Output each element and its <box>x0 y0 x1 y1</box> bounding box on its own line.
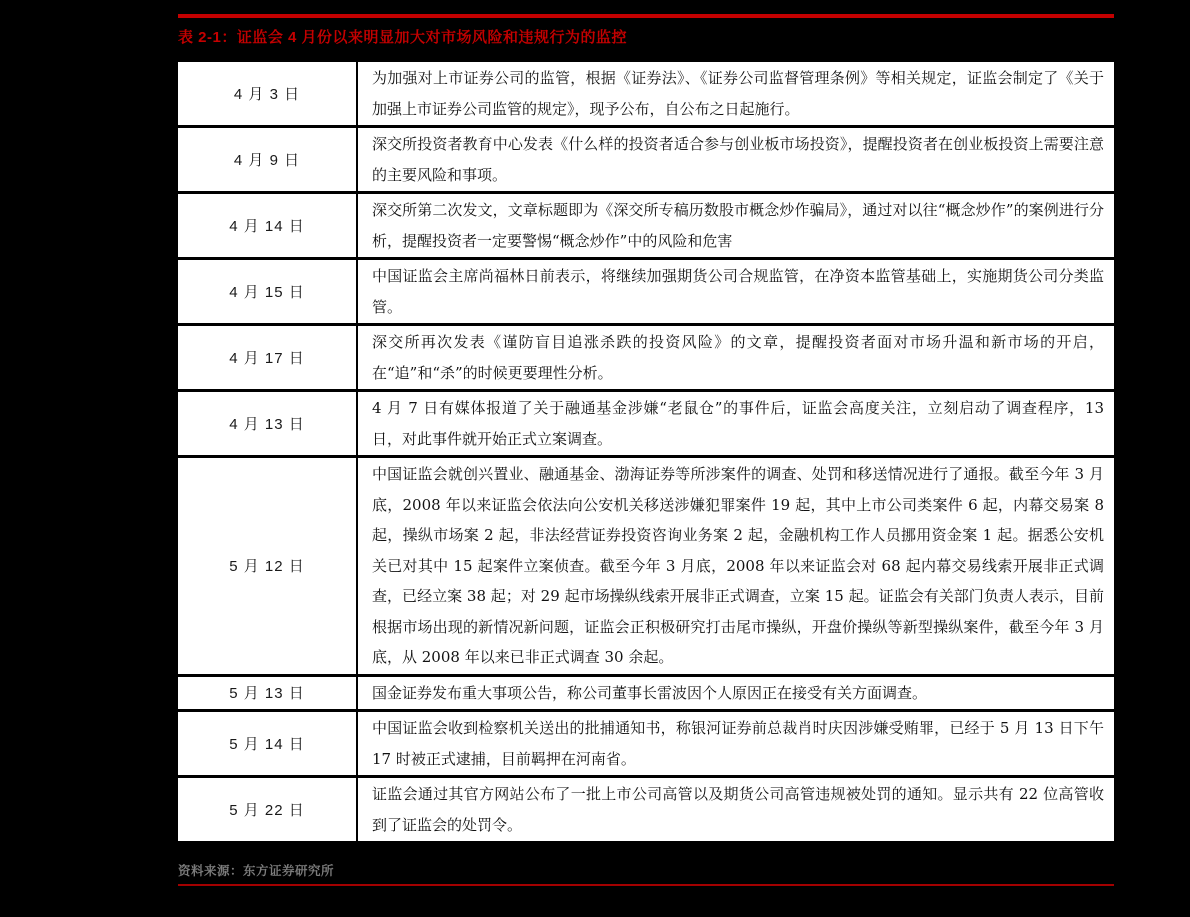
event-text: 证监会通过其官方网站公布了一批上市公司高管以及期货公司高管违规被处罚的通知。显示共有 22 位高管收到了证监会的处罚令。 <box>372 785 1104 834</box>
table-row <box>178 128 1114 191</box>
top-accent-rule <box>178 14 1114 18</box>
event-text: 深交所投资者教育中心发表《什么样的投资者适合参与创业板市场投资》，提醒投资者在创业板投资上需要注意的主要风险和事项。 <box>372 135 1104 184</box>
date-cell: 5 月 13 日 <box>178 677 358 710</box>
table-row <box>178 712 1114 775</box>
date-cell: 4 月 13 日 <box>178 392 358 455</box>
table-row <box>178 62 1114 125</box>
regulation-events-table <box>178 62 1114 844</box>
table-title: 表 2-1：证监会 4 月份以来明显加大对市场风险和违规行为的监控 <box>178 29 628 46</box>
date-cell: 4 月 15 日 <box>178 260 358 323</box>
source-note: 资料来源：东方证券研究所 <box>178 864 335 878</box>
date-cell: 4 月 14 日 <box>178 194 358 257</box>
date-cell: 4 月 9 日 <box>178 128 358 191</box>
table-row <box>178 326 1114 389</box>
table-row <box>178 260 1114 323</box>
table-row <box>178 778 1114 841</box>
table-row <box>178 458 1114 674</box>
event-text: 国金证券发布重大事项公告，称公司董事长雷波因个人原因正在接受有关方面调查。 <box>372 683 928 702</box>
table-block <box>178 0 1114 886</box>
date-cell: 5 月 12 日 <box>178 458 358 674</box>
date-cell: 4 月 3 日 <box>178 62 358 125</box>
table-row <box>178 392 1114 455</box>
event-text: 4 月 7 日有媒体报道了关于融通基金涉嫌“老鼠仓”的事件后，证监会高度关注，立刻启动了调查程序，13 日，对此事件就开始正式立案调查。 <box>372 399 1104 448</box>
table-row <box>178 677 1114 710</box>
date-cell: 4 月 17 日 <box>178 326 358 389</box>
event-text: 中国证监会就创兴置业、融通基金、渤海证券等所涉案件的调查、处罚和移送情况进行了通报。截至今年 3 月底，2008 年以来证监会依法向公安机关移送涉嫌犯罪案件 19 起，其中上市公司类案件 6 起，内幕交易案 8 起，操纵市场案 2 起，非法经营证券投资咨询业务案 2 起，金融机构工作人员挪用资金案 1 起。据悉公安机关已对其中 15 起案件立案侦查。截至今年 3 月底，2008 年以来证监会对 68 起内幕交易线索开展非正式调查，已经立案 38 起；对 29 起市场操纵线索开展非正式调查，立案 15 起。证监会有关部门负责人表示，目前根据市场出现的新情况新问题，证监会正积极研究打击尾市操纵，开盘价操纵等新型操纵案件，截至今年 3 月底，从 2008 年以来已非正式调查 30 余起。 <box>372 465 1104 666</box>
event-text: 深交所再次发表《谨防盲目追涨杀跌的投资风险》的文章，提醒投资者面对市场升温和新市场的开启，在“追”和“杀”的时候更要理性分析。 <box>372 333 1104 382</box>
table-row <box>178 194 1114 257</box>
event-text: 为加强对上市证券公司的监管，根据《证券法》、《证券公司监督管理条例》等相关规定，证监会制定了《关于加强上市证券公司监管的规定》，现予公布，自公布之日起施行。 <box>372 69 1104 118</box>
event-text: 深交所第二次发文，文章标题即为《深交所专稿历数股市概念炒作骗局》，通过对以往“概念炒作”的案例进行分析，提醒投资者一定要警惕“概念炒作”中的风险和危害 <box>372 201 1104 250</box>
bottom-accent-rule <box>178 884 1114 886</box>
date-cell: 5 月 14 日 <box>178 712 358 775</box>
event-text: 中国证监会收到检察机关送出的批捕通知书，称银河证券前总裁肖时庆因涉嫌受贿罪，已经于 5 月 13 日下午 17 时被正式逮捕，目前羁押在河南省。 <box>372 719 1104 768</box>
date-cell: 5 月 22 日 <box>178 778 358 841</box>
event-text: 中国证监会主席尚福林日前表示，将继续加强期货公司合规监管，在净资本监管基础上，实施期货公司分类监管。 <box>372 267 1104 316</box>
